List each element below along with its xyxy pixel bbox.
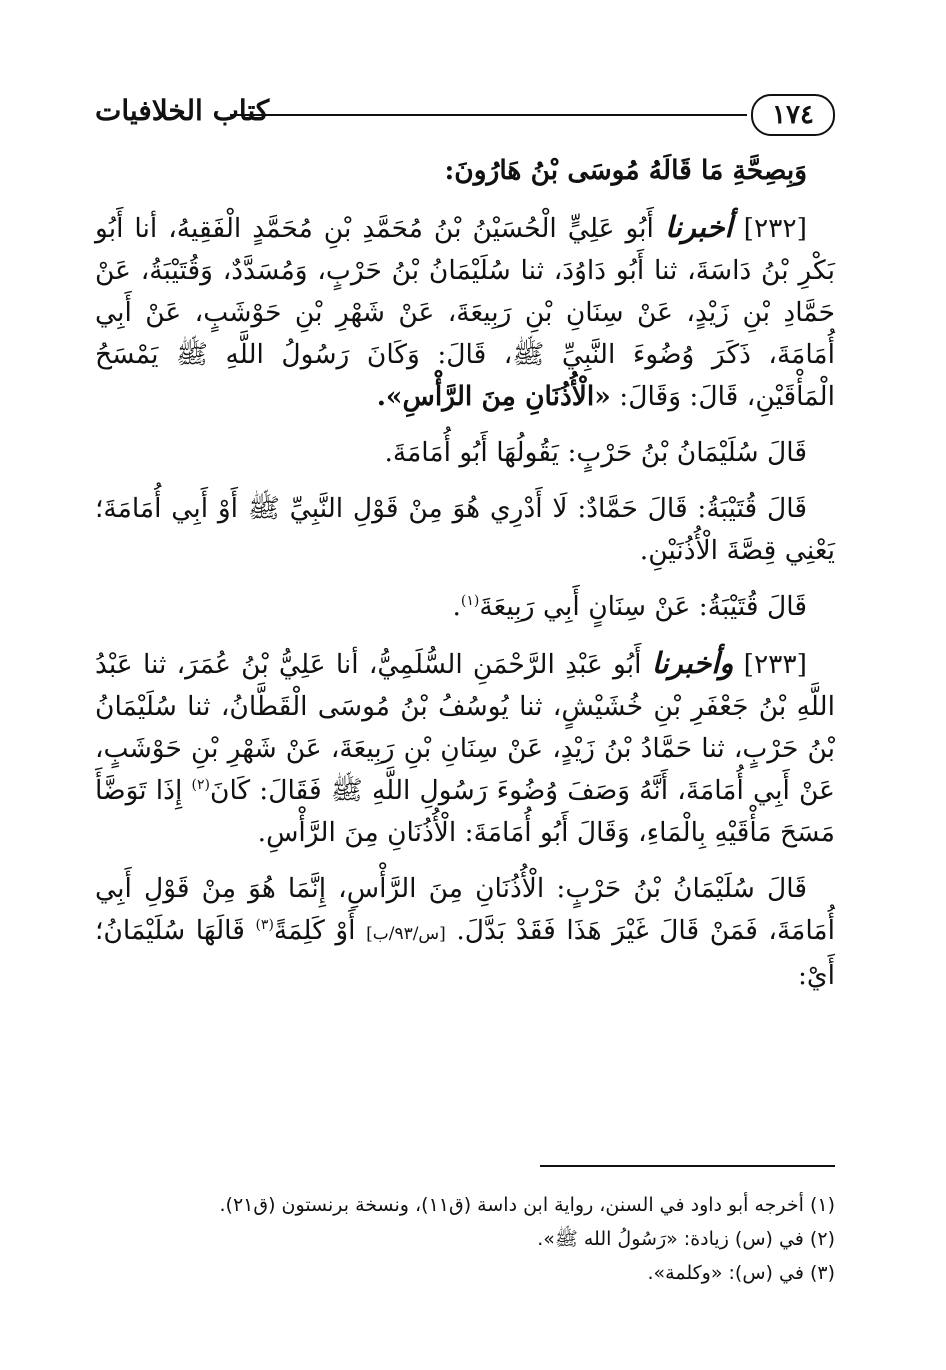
footnote-1: (١) أخرجه أبو داود في السنن، رواية ابن داسة (ق١١)، ونسخة برنستون (ق٢١). bbox=[219, 1194, 835, 1216]
hadith-text: أَبُو عَلِيٍّ الْحُسَيْنُ بْنُ مُحَمَّدِ بْنِ مُحَمَّدٍ الْفَقِيهُ، أنا أَبُو بَكْرِ بْنُ دَاسَةَ، ثنا أَبُو دَاوُدَ، ثنا سُلَيْمَانُ بْنُ حَرْبٍ، وَمُسَدَّدٌ، وَقُتَيْبَةُ، عَنْ حَمَّادِ بْنِ زَيْدٍ، عَنْ سِنَانِ بْنِ رَبِيعَةَ، عَنْ شَهْرِ بْنِ حَوْشَبٍ، عَنْ أَبِي أُمَامَةَ، ذَكَرَ وُضُوءَ النَّبِيِّ ﷺ، قَالَ: وَكَانَ رَسُولُ اللَّهِ ﷺ يَمْسَحُ الْمَأْقَيْنِ، قَالَ: وَقَالَ: bbox=[95, 213, 835, 412]
hadith-text: أَبُو عَبْدِ الرَّحْمَنِ السُّلَمِيُّ، أنا عَلِيُّ بْنُ عُمَرَ، ثنا عَبْدُ اللَّهِ بْنُ جَعْفَرِ بْنِ خُشَيْشٍ، ثنا يُوسُفُ بْنُ مُوسَى الْقَطَّانُ، ثنا سُلَيْمَانُ بْنُ حَرْبٍ، ثنا حَمَّادُ بْنُ زَيْدٍ، عَنْ سِنَانِ بْنِ رَبِيعَةَ، عَنْ شَهْرِ بْنِ حَوْشَبٍ، عَنْ أَبِي أُمَامَةَ، أَنَّهُ وَصَفَ وُضُوءَ رَسُولِ اللَّهِ ﷺ فَقَالَ: كَانَ bbox=[95, 649, 835, 806]
page-header bbox=[95, 92, 835, 136]
paragraph-last bbox=[95, 868, 835, 997]
paragraph-sulayman: قَالَ سُلَيْمَانُ بْنُ حَرْبٍ: يَقُولُهَا أَبُو أُمَامَةَ. bbox=[384, 437, 807, 468]
manuscript-ref: [س/٩٣/ب] bbox=[366, 924, 446, 944]
footnote-ref-2: (٢) bbox=[191, 777, 210, 794]
footnote-ref-1: (١) bbox=[460, 593, 480, 610]
footnote-2: (٢) في (س) زيادة: «رَسُولُ الله ﷺ». bbox=[537, 1228, 835, 1250]
page-number: ١٧٤ bbox=[751, 94, 835, 136]
hadith-quote: «الْأُذُنَانِ مِنَ الرَّأْسِ». bbox=[376, 381, 611, 412]
book-title: كتاب الخلافيات bbox=[95, 94, 270, 127]
narration-marker: أخبرنا bbox=[664, 210, 733, 244]
footnote-3: (٣) في (س): «وكلمة». bbox=[647, 1262, 835, 1284]
paragraph-text-c: قَالَهَا سُلَيْمَانُ؛ أَيْ: bbox=[95, 915, 835, 991]
header-rule bbox=[230, 114, 747, 116]
paragraph-qutayba-2 bbox=[95, 586, 835, 628]
narration-marker: وأخبرنا bbox=[651, 646, 734, 680]
paragraph-text-b: أَوْ كَلِمَةً bbox=[273, 915, 356, 946]
footnote-rule bbox=[540, 1165, 835, 1167]
paragraph-qutayba-1: قَالَ قُتَيْبَةُ: قَالَ حَمَّادٌ: لَا أَدْرِي هُوَ مِنْ قَوْلِ النَّبِيِّ ﷺ أَوْ أَبِي أُمَامَةَ؛ يَعْنِي قِصَّةَ الْأُذُنَيْنِ. bbox=[95, 493, 835, 566]
paragraph-text: قَالَ سُلَيْمَانُ بْنُ حَرْبٍ: الْأُذُنَانِ مِنَ الرَّأْسِ، إِنَّمَا هُوَ مِنْ قَوْلِ أَبِي أُمَامَةَ، فَمَنْ قَالَ غَيْرَ هَذَا فَقَدْ بَدَّلَ. bbox=[95, 873, 835, 946]
main-text bbox=[95, 150, 835, 997]
paragraph-text: قَالَ قُتَيْبَةُ: عَنْ سِنَانٍ أَبِي رَبِيعَةَ bbox=[479, 591, 807, 622]
hadith-233 bbox=[95, 642, 835, 854]
hadith-232 bbox=[95, 206, 835, 418]
hadith-text-cont: إِذَا تَوَضَّأَ مَسَحَ مَأْقَيْهِ بِالْمَاءِ، وَقَالَ أَبُو أُمَامَةَ: الْأُذُنَانِ مِنَ الرَّأْسِ. bbox=[95, 775, 835, 848]
paragraph-end: . bbox=[452, 591, 461, 622]
hadith-number: [٢٣٣] bbox=[743, 649, 807, 680]
hadith-number: [٢٣٢] bbox=[743, 213, 807, 244]
intro-line: وَبِصِحَّةِ مَا قَالَهُ مُوسَى بْنُ هَارُونَ: bbox=[444, 155, 807, 186]
footnote-ref-3: (٣) bbox=[255, 917, 274, 934]
footnotes bbox=[95, 1188, 835, 1290]
